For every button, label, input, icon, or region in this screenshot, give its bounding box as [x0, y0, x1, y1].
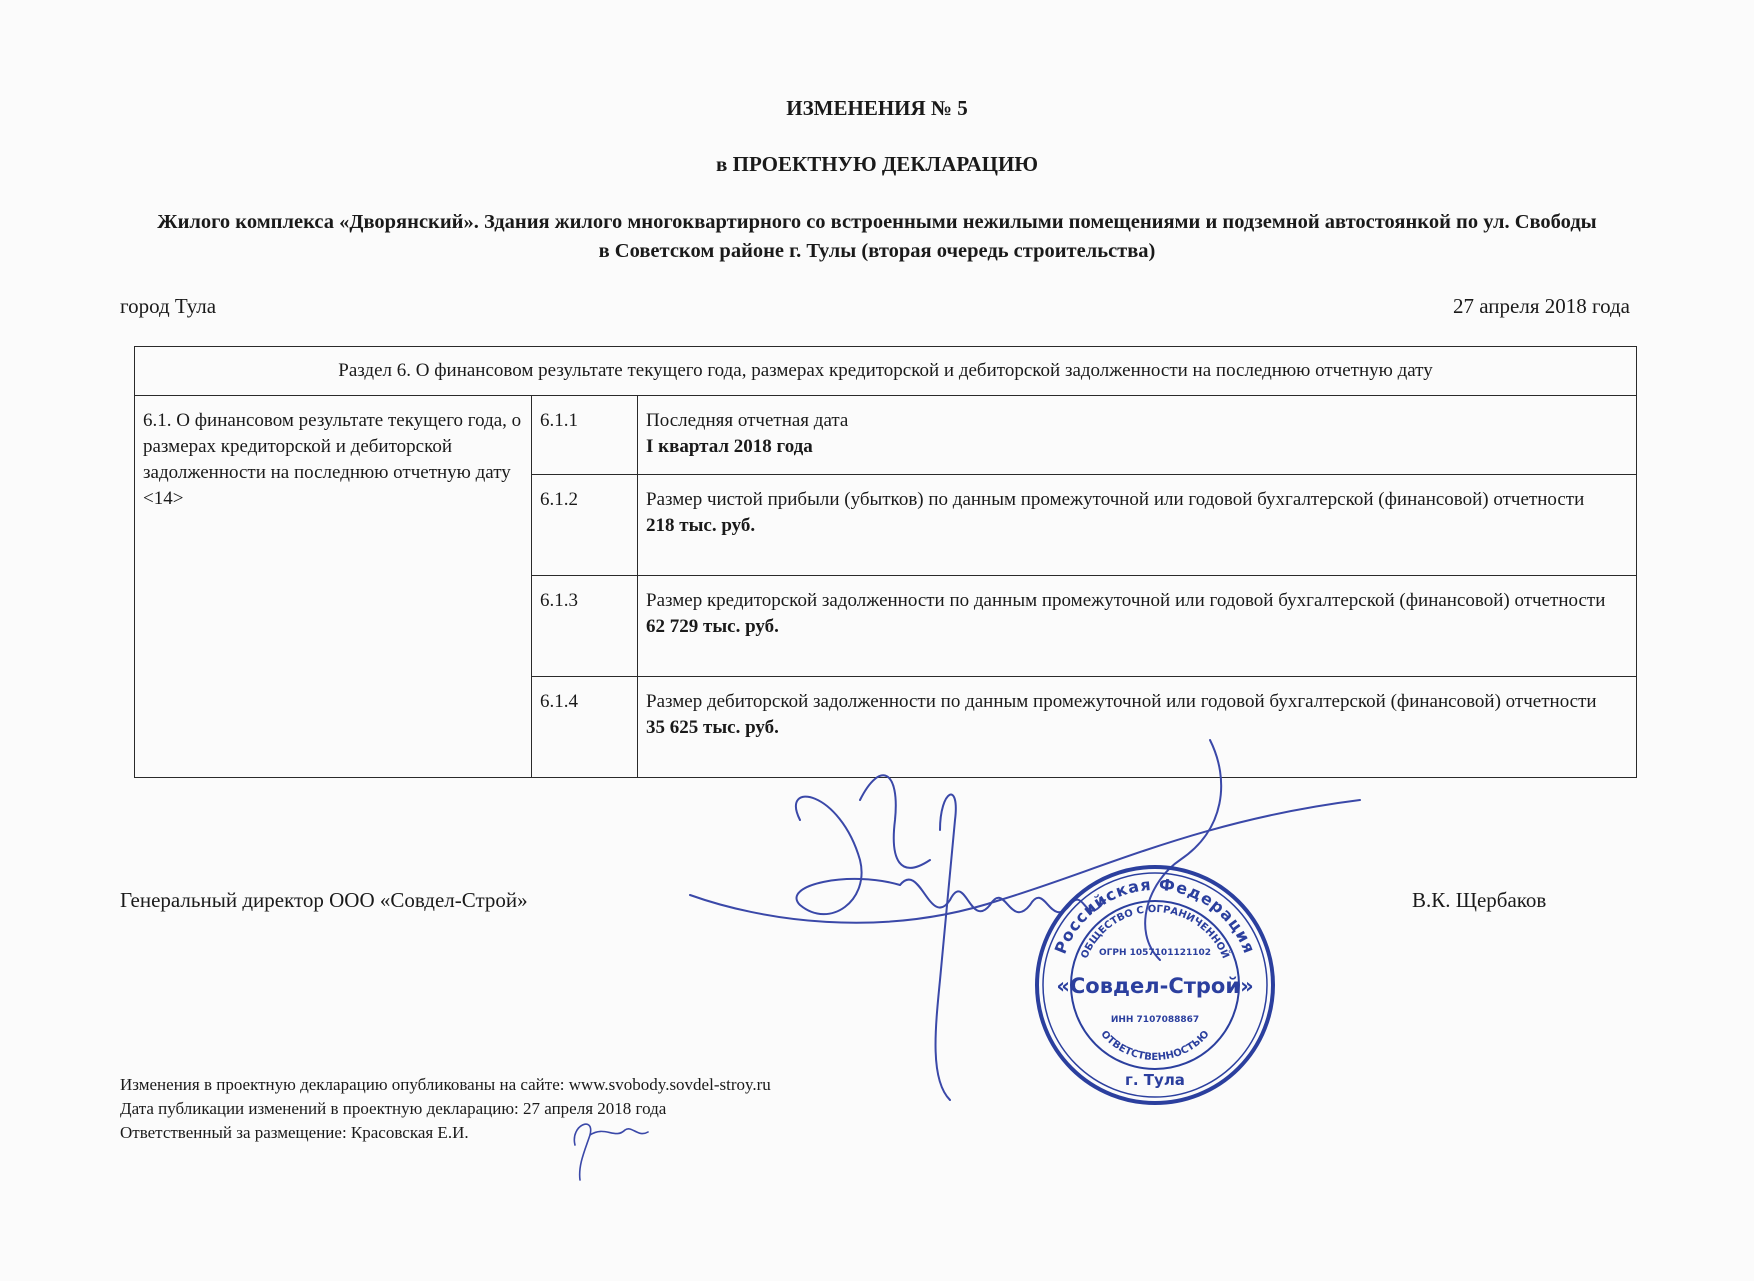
section-title: Раздел 6. О финансовом результате текущего года, размерах кредиторской и дебиторской задолженности на последнюю отчетную дату	[135, 347, 1637, 396]
group-label: 6.1. О финансовом результате текущего года, о размерах кредиторской и дебиторской задолженности на последнюю отчетную дату <14>	[135, 396, 532, 778]
document-subtitle: в ПРОЕКТНУЮ ДЕКЛАРАЦИЮ	[716, 152, 1038, 176]
stamp-city: г. Тула	[1125, 1071, 1185, 1089]
document-title: ИЗМЕНЕНИЯ № 5	[786, 96, 968, 120]
row-value: 218 тыс. руб.	[646, 515, 756, 536]
row-content	[638, 677, 1637, 778]
row-number: 6.1.4	[532, 677, 638, 778]
row-content	[638, 475, 1637, 576]
row-value: 35 625 тыс. руб.	[646, 717, 779, 738]
signer-position: Генеральный директор ООО «Совдел-Строй»	[120, 888, 528, 912]
note-website: Изменения в проектную декларацию опубликованы на сайте: www.svobody.sovdel-stroy.ru	[120, 1075, 771, 1094]
stamp-ogrn: ОГРН 1057101121102	[1098, 948, 1212, 958]
stamp-org-type-bottom: ОТВЕТСТВЕННОСТЬЮ	[1098, 1028, 1212, 1064]
stamp-org-type: ОБЩЕСТВО С ОГРАНИЧЕННОЙ	[1079, 903, 1231, 961]
row-value: 62 729 тыс. руб.	[646, 616, 779, 637]
company-stamp	[1030, 860, 1280, 1110]
row-number: 6.1.3	[532, 576, 638, 677]
city: город Тула	[120, 294, 217, 318]
signer-name: В.К. Щербаков	[1412, 888, 1547, 912]
publication-notes	[120, 1073, 771, 1145]
declaration-table	[134, 346, 1637, 778]
section-header-row	[135, 347, 1637, 396]
stamp-inn: ИНН 7107088867	[1110, 1015, 1200, 1025]
row-text: Размер кредиторской задолженности по данным промежуточной или годовой бухгалтерской (финансовой) отчетности	[646, 590, 1606, 611]
row-text: Размер чистой прибыли (убытков) по данным промежуточной или годовой бухгалтерской (финансовой) отчетности	[646, 489, 1585, 510]
stamp-company-name: «Совдел-Строй»	[1056, 974, 1254, 998]
document-date: 27 апреля 2018 года	[1453, 294, 1630, 318]
row-content	[638, 576, 1637, 677]
note-publication-date: Дата публикации изменений в проектную декларацию: 27 апреля 2018 года	[120, 1099, 667, 1118]
row-text: Размер дебиторской задолженности по данным промежуточной или годовой бухгалтерской (финансовой) отчетности	[646, 691, 1597, 712]
table-row	[135, 396, 1637, 475]
row-content	[638, 396, 1637, 475]
note-responsible: Ответственный за размещение: Красовская Е.И.	[120, 1123, 469, 1142]
row-text: Последняя отчетная дата	[646, 410, 849, 431]
object-description: Жилого комплекса «Дворянский». Здания жилого многоквартирного со встроенными нежилыми помещениями и подземной автостоянкой по ул. Свободы в Советском районе г. Тулы (вторая очередь строительства)	[157, 211, 1597, 262]
row-number: 6.1.2	[532, 475, 638, 576]
row-value: I квартал 2018 года	[646, 436, 813, 457]
row-number: 6.1.1	[532, 396, 638, 475]
stamp-country: Российская Федерация	[1050, 874, 1260, 957]
